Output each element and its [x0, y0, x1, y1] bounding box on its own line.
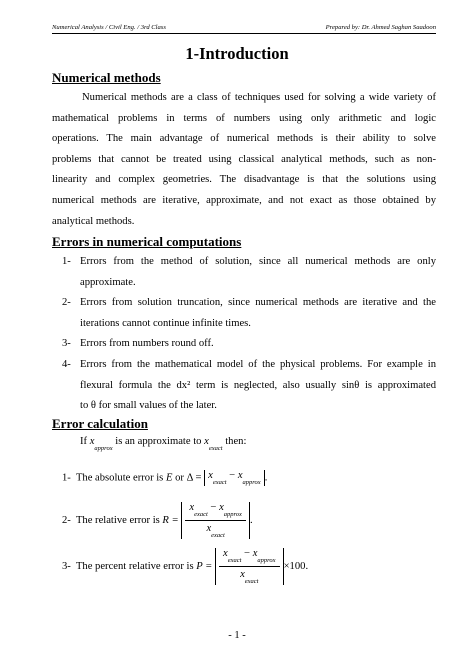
percent-relative-error-line: [62, 548, 308, 585]
fraction: $\frac{x_{exact} - x_{approx}}{x_{exact}}$: [185, 502, 246, 539]
fraction: $\frac{x_{exact} - x_{approx}}{x_{exact}}$: [219, 548, 280, 585]
list-number: 3-: [62, 338, 71, 350]
exact-subscript: exact: [212, 479, 227, 486]
times-hundred: ×100.: [283, 560, 309, 572]
section-heading-errors: Errors in numerical computations: [52, 234, 242, 249]
symbol-delta: Δ =: [186, 472, 202, 484]
header-right: Prepared by: Dr. Ahmed Saghan Saadoon: [325, 24, 436, 31]
section-heading-error-calculation: Error calculation: [52, 416, 148, 431]
x-approx-symbol: x: [89, 436, 95, 447]
paragraph-line: linearity and complex geometries. The disadvantage is that the solutions using: [52, 174, 436, 186]
x-symbol: x: [219, 502, 224, 513]
header-left: Numerical Analysis / Civil Eng. / 3rd Class: [52, 24, 166, 31]
list-item: [62, 252, 436, 293]
page-number: - 1 -: [228, 630, 246, 641]
eq-number: 2-: [62, 514, 71, 526]
list-line: to θ for small values of the later.: [80, 400, 217, 412]
list-item: [62, 334, 436, 355]
exact-subscript: exact: [208, 445, 223, 452]
list-line: Errors from solution truncation, since numerical methods are iterative and the: [80, 297, 436, 309]
text-is-approx: is an approximate to: [115, 436, 202, 447]
list-line: iterations cannot continue infinite times.: [80, 317, 251, 329]
paragraph-line: analytical methods.: [52, 215, 135, 227]
list-line: approximate.: [80, 276, 136, 288]
absolute-value-bars: [215, 548, 284, 585]
eq-text: The absolute error is: [75, 472, 164, 484]
list-line: flexural formula the dx² term is neglected, also usually sinθ is approximated: [80, 379, 436, 391]
errors-list: [62, 252, 436, 417]
x-symbol: x: [206, 523, 212, 534]
page-title: 1-Introduction: [185, 44, 289, 63]
x-symbol: x: [240, 569, 245, 580]
list-line: Errors from the mathematical model of the physical problems. For example in: [80, 358, 436, 370]
paragraph-line: operations. The main advantage of numerical methods is their ability to solve: [52, 133, 436, 145]
list-number: 1-: [62, 256, 71, 267]
eq-number: 1-: [62, 472, 71, 484]
exact-subscript: exact: [244, 578, 259, 585]
x-symbol: x: [237, 470, 243, 481]
paragraph-line: problems that cannot be treated using classical analytical methods, such as non-: [52, 153, 436, 165]
text-or: or: [175, 472, 184, 484]
x-symbol: x: [252, 548, 258, 559]
list-line: Errors from the method of solution, since all numerical methods are only: [80, 256, 436, 267]
error-intro-line: [80, 436, 246, 452]
symbol-R: R =: [162, 514, 179, 526]
symbol-P: P =: [196, 560, 213, 572]
list-item: [62, 293, 436, 334]
approx-subscript: approx: [94, 445, 113, 452]
exact-subscript: exact: [227, 557, 242, 564]
symbol-E: E: [165, 472, 173, 484]
exact-subscript: exact: [211, 532, 225, 539]
absolute-error-line: 1- The absolute error is E or $\Delta = x_{exact} - x_{approx}$ .: [62, 470, 268, 486]
list-number: 4-: [62, 358, 71, 370]
approx-subscript: approx: [257, 557, 276, 564]
numerical-methods-paragraph: [52, 88, 436, 232]
x-symbol: x: [208, 470, 213, 481]
absolute-value-bars: $x_{exact} - x_{approx}$: [204, 470, 265, 486]
text-if: If: [80, 436, 88, 447]
x-exact-symbol: x: [204, 436, 209, 447]
text-then: then:: [225, 436, 247, 447]
paragraph-line: Numerical methods are a class of techniques used for solving a wide variety of: [82, 92, 436, 103]
approx-subscript: approx: [223, 511, 242, 518]
list-number: 2-: [62, 297, 71, 309]
page-header: [52, 24, 436, 34]
eq-text: The percent relative error is: [75, 560, 194, 572]
list-line: Errors from numbers round off.: [80, 338, 214, 350]
absolute-value-bars: [181, 502, 250, 539]
exact-subscript: exact: [194, 511, 208, 518]
eq-number: 3-: [62, 560, 71, 572]
relative-error-line: 2- The relative error is R = $\frac{x_{exact} - x_{approx}}{x_{exact}}$ .: [62, 502, 253, 539]
paragraph-line: numerical methods are iterative, approximate, and not exact as those obtained by: [52, 194, 436, 206]
x-symbol: x: [222, 548, 228, 559]
approx-subscript: approx: [242, 479, 261, 486]
paragraph-line: mathematical problems in terms of numbers using only arithmetic and logic: [52, 112, 436, 124]
eq-text: The relative error is: [75, 514, 160, 526]
list-item: [62, 355, 436, 417]
section-heading-numerical-methods: Numerical methods: [52, 70, 161, 85]
x-symbol: x: [189, 502, 195, 513]
